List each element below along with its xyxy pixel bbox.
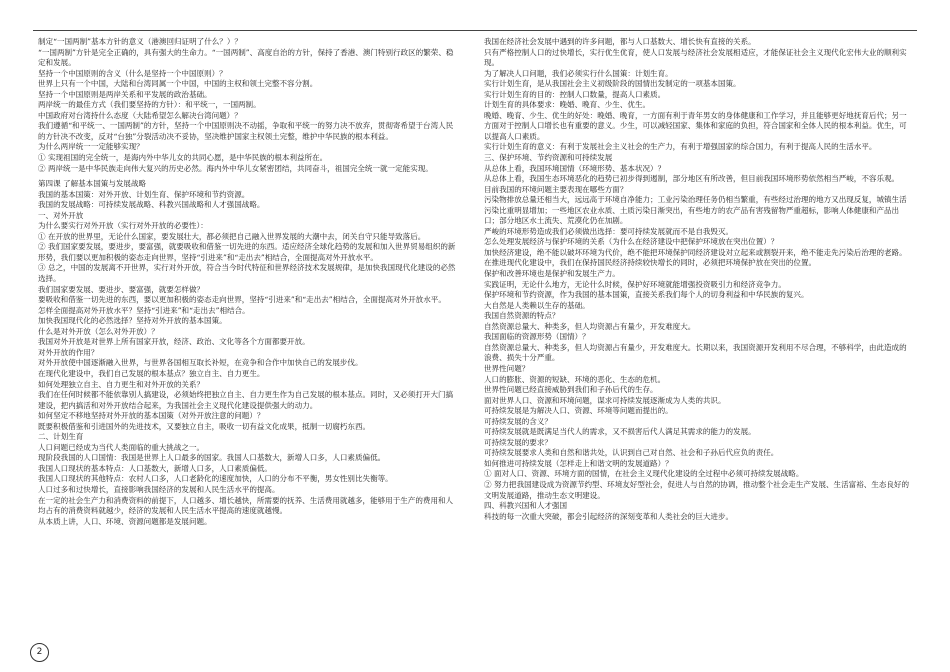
header-rule xyxy=(33,30,917,31)
text-line: 我国人口现状的其他特点：农村人口多，人口老龄化的速度加快，人口的分布不平衡，男女性别比失衡等。 xyxy=(38,474,393,484)
text-line: 从总体上看，我国环境国情（环境形势、基本状况）？ xyxy=(484,163,666,173)
text-line: ③ 总之，中国的发展离不开世界，实行对外开放，符合当今时代特征和世界经济技术发展规律，是加快我国现代化建设的必然选择。 xyxy=(38,263,456,284)
page-number: 2 xyxy=(30,643,49,662)
text-line: 实践证明，无论什么地方，无论什么时候，保护好环境就能增强投资吸引力和经济竞争力。 xyxy=(484,279,786,289)
text-line: 二、计划生育 xyxy=(38,432,84,442)
text-line: 中国政府对台湾持什么态度（大陆希望怎么解决台湾问题）？ xyxy=(38,110,242,120)
text-line: 我们在任何时候都不能依靠别人搞建设，必须始终把独立自主、自力更生作为自己发展的根本基点。同时，又必须打开大门搞建设，把内搞活和对外开放结合起来，为我国社会主义现代化建设提供强大的动力。 xyxy=(38,390,454,410)
text-line: 坚持一个中国原则是两岸关系和平发展的政治基础。 xyxy=(38,89,212,99)
text-line: 我国的基本国策：对外开放、计划生育、保护环境和节约资源。 xyxy=(38,189,250,199)
text-line: 严峻的环境形势造成我们必须做出选择：要可持续发展就而不是自我毁灭。 xyxy=(484,226,734,236)
text-line: 实行计划生育的目的：控制人口数量，提高人口素质。 xyxy=(484,89,666,99)
text-line: 如何处理独立自主、自力更生和对外开放的关系？ xyxy=(38,379,205,389)
text-line: 在一定的社会生产力和消费资料的前提下，人口越多、增长越快，所需要的抚养、生活费用就越多，能够用于生产的费用和人均占有的消费资料就越少，经济的发展和人民生活水平提高的速度就越慢。 xyxy=(38,495,454,516)
text-line: 大自然是人类赖以生存的基础。 xyxy=(484,300,590,310)
text-line: 保护和改善环境也是保护和发展生产力。 xyxy=(484,269,620,279)
text-line: 对外开放的作用？ xyxy=(38,347,99,357)
text-line: 可持续发展就是既满足当代人的需求，又不损害后代人满足其需求的能力的发展。 xyxy=(484,427,756,437)
text-line: 污染物排放总量还相当大，远远高于环境自净能力；工业污染治理任务仍相当繁重，有些经过治理的地方又出现反复，城镇生活污染比重明显增加；一些地区农业水质、土质污染日渐突出，有些地方的农产品有害残留物严重超标，影响人体健康和产品出口；部分地区水土流失、荒漠化仍在加剧。 xyxy=(484,195,907,226)
text-line: 只有严格控制人口的过快增长，实行优生优育，使人口发展与经济社会发展相适应，才能保证社会主义现代化宏伟大业的顺利实现。 xyxy=(484,47,907,68)
left-column xyxy=(38,37,456,637)
text-line: 什么是对外开放（怎么对外开放）？ xyxy=(38,326,159,336)
text-line: 自然资源总量大、种类多，但人均资源占有量少，开发难度大。长期以来，我国资源开发利用不尽合理，不够科学，由此造成的浪费、损失十分严重。 xyxy=(484,342,907,363)
text-line: 人口的膨胀、资源的短缺、环境的恶化、生态的危机。 xyxy=(484,374,666,384)
text-line: 三、保护环境、节约资源和可持续发展 xyxy=(484,153,613,163)
text-line: 四、科教兴国和人才强国 xyxy=(484,501,568,511)
text-line: 如何坚定不移地坚持对外开放的基本国策（对外开放注意的问题）？ xyxy=(38,411,265,421)
text-line: ① 面对人口、资源、环境方面的国情，在社会主义现代化建设的全过程中必须可持续发展战略。 xyxy=(484,469,804,479)
text-line: 保护环境和节约资源，作为我国的基本国策，直接关系我们每个人的切身利益和中华民族的复兴。 xyxy=(484,290,809,300)
text-line: 我国对外开放是对世界上所有国家开放，经济、政治、文化等各个方面都要开放。 xyxy=(38,337,310,347)
text-line: 为什么要实行对外开放（实行对外开放的必要性）： xyxy=(38,221,208,231)
text-line: ② 两岸统一是中华民族走向伟大复兴的历史必然。海内外中华儿女紧密团结，共同奋斗，祖国完全统一就一定能实现。 xyxy=(38,163,433,173)
text-line: 如何推进可持续发展（怎样走上和谐文明的发展道路）？ xyxy=(484,458,673,468)
text-line: 我国在经济社会发展中遇到的许多问题，都与人口基数大、增长快有直接的关系。 xyxy=(484,37,756,46)
text-line: 人口过多和过快增长，直接影响我国经济的发展和人民生活水平的提高。 xyxy=(38,484,280,494)
text-line: 目前我国的环境问题主要表现在哪些方面？ xyxy=(484,184,628,194)
text-line: ② 我们国家要发展，要进步，要富强，就要吸收和借鉴一切先进的东西。适应经济全球化趋势的发展和加入世界贸易组织的新形势，我们要以更加积极的姿态走向世界，坚持“引进来”和“走出去”相结合，全面提高对外开放水平。 xyxy=(38,242,456,262)
text-line: 可持续发展要求人类和自然和谐共处，认识到自己对自然、社会和子孙后代应负的责任。 xyxy=(484,448,779,458)
text-line: 在推进现代化建设中，我们在保持国民经济持续较快增长的同时，必须把环境保护放在突出的位置。 xyxy=(484,258,817,268)
text-line: 加快我国现代化的必然选择？坚持对外开放的基本国策。 xyxy=(38,316,227,326)
text-line: 世界上只有一个中国，大陆和台湾同属一个中国，中国的主权和领土完整不容分割。 xyxy=(38,79,318,89)
text-line: 可持续发展的含义？ xyxy=(484,416,552,426)
text-line: 世界性问题已经直接威胁到我们和子孙后代的生存。 xyxy=(484,385,658,395)
text-line: 既要积极借鉴和引进国外的先进技术，又要独立自主，吸收一切有益文化成果，抵制一切腐朽东西。 xyxy=(38,421,371,431)
text-line: 我们遵循“和平统一、一国两制”的方针，坚持一个中国原则决不动摇，争取和平统一的努力决不放弃，贯彻寄希望于台湾人民的方针决不改变，反对“台独”分裂活动决不妥协，坚决维护国家主权领土完整，维护中华民族的根本利益。 xyxy=(38,121,454,141)
right-column xyxy=(484,37,914,637)
text-line: 坚持一个中国原则的含义（什么是坚持一个中国原则）？ xyxy=(38,68,227,78)
text-line: 怎样全面提高对外开放水平？坚持“引进来”和“走出去”相结合。 xyxy=(38,305,250,315)
text-line: 制定“一国两制”基本方针的意义（港澳回归证明了什么？）？ xyxy=(38,37,242,46)
text-line: 对外开放使中国逐渐融入世界，与世界各国相互取长补短，在竞争和合作中加快自己的发展步伐。 xyxy=(38,358,363,368)
text-line: 我国自然资源的特点？ xyxy=(484,311,560,321)
text-line: 第四课 了解基本国策与发展战略 xyxy=(38,179,147,189)
text-line: 可持续发展是为解决人口、资源、环境等问题而提出的。 xyxy=(484,406,673,416)
text-line: 实行计划生育，是从我国社会主义初级阶段的国情出发制定的一项基本国策。 xyxy=(484,79,741,89)
text-line: 加快经济建设，绝不能以破坏环境为代价，绝不能把环境保护同经济建设对立起来或割裂开来，绝不能走先污染后治理的老路。 xyxy=(484,247,907,257)
text-line: 为什么两岸统一一定能够实现？ xyxy=(38,142,144,152)
text-line: 面对世界人口、资源和环境问题，谋求可持续发展逐渐成为人类的共识。 xyxy=(484,395,726,405)
text-line: 要吸收和借鉴一切先进的东西，要以更加积极的姿态走向世界，坚持“引进来”和“走出去”相结合，全面提高对外开放水平。 xyxy=(38,295,446,305)
text-line: 我国人口现状的基本特点：人口基数大，新增人口多，人口素质偏低。 xyxy=(38,463,272,473)
text-line: ① 在开放的世界里，无论什么国家，要发展壮大，都必须把自己融入世界发展的大潮中去，闭关自守只能导致落后。 xyxy=(38,231,426,241)
text-line: 实行计划生育的意义：有利于发展社会主义社会的生产力，有利于增强国家的综合国力，有利于提高人民的生活水平。 xyxy=(484,142,877,152)
text-line: 现阶段我国的人口国情：我国是世界上人口最多的国家。我国人口基数大，新增人口多，人口素质偏低。 xyxy=(38,453,386,463)
text-line: 我国的发展战略：可持续发展战略、科教兴国战略和人才强国战略。 xyxy=(38,200,265,210)
text-line: 计划生育的具体要求：晚婚、晚育、少生、优生。 xyxy=(484,100,651,110)
text-line: 在现代化建设中，我们自己发展的根本基点？独立自主、自力更生。 xyxy=(38,368,265,378)
text-line: 晚婚、晚育、少生、优生的好处：晚婚、晚育，一方面有利于青年男女的身体健康和工作学习，并且能够更好地抚育后代；另一方面对于控制人口增长也有重要的意义。少生，可以减轻国家、集体和家庭的负担，符合国家和全体人民的根本利益。优生，可以提高人口素质。 xyxy=(484,110,907,141)
text-line: 人口问题已经成为当代人类面临的重大挑战之一。 xyxy=(38,442,205,452)
text-line: 世界性问题？ xyxy=(484,363,530,373)
text-line: 从总体上看，我国生态环境恶化的趋势已初步得到遏制，部分地区有所改善，但目前我国环境形势依然相当严峻，不容乐观。 xyxy=(484,174,900,184)
text-line: 一、对外开放 xyxy=(38,210,84,220)
text-line: 我国面临的资源形势（国情）？ xyxy=(484,332,590,342)
text-line: ① 实现祖国的完全统一，是海内外中华儿女的共同心愿，是中华民族的根本利益所在。 xyxy=(38,153,328,163)
text-line: 为了解决人口问题，我们必须实行什么国策：计划生育。 xyxy=(484,68,673,78)
text-line: 从本质上讲，人口、环境、资源问题都是发展问题。 xyxy=(38,516,212,526)
text-line: 可持续发展的要求？ xyxy=(484,437,552,447)
text-line: 自然资源总量大、种类多，但人均资源占有量少，开发难度大。 xyxy=(484,321,696,331)
text-line: ② 努力把我国建设成为资源节约型、环境友好型社会，促进人与自然的协调，推动整个社会走生产发展、生活富裕、生态良好的文明发展道路，推动生态文明建设。 xyxy=(484,479,910,500)
text-line: 怎么处理发展经济与保护环境的关系（为什么在经济建设中把保护环境放在突出位置）？ xyxy=(484,237,779,247)
text-line: 两岸统一的最佳方式（我们要坚持的方针）：和平统一，一国两制。 xyxy=(38,100,261,110)
text-line: 我们国家要发展、要进步、要富强，就要怎样做？ xyxy=(38,284,205,294)
text-line: “一国两制”方针是完全正确的，具有强大的生命力。“一国两制”、高度自治的方针，保持了香港、澳门特别行政区的繁荣、稳定和发展。 xyxy=(38,47,454,68)
text-line: 科技的每一次重大突破，都会引起经济的深刻变革和人类社会的巨大进步。 xyxy=(484,511,734,521)
